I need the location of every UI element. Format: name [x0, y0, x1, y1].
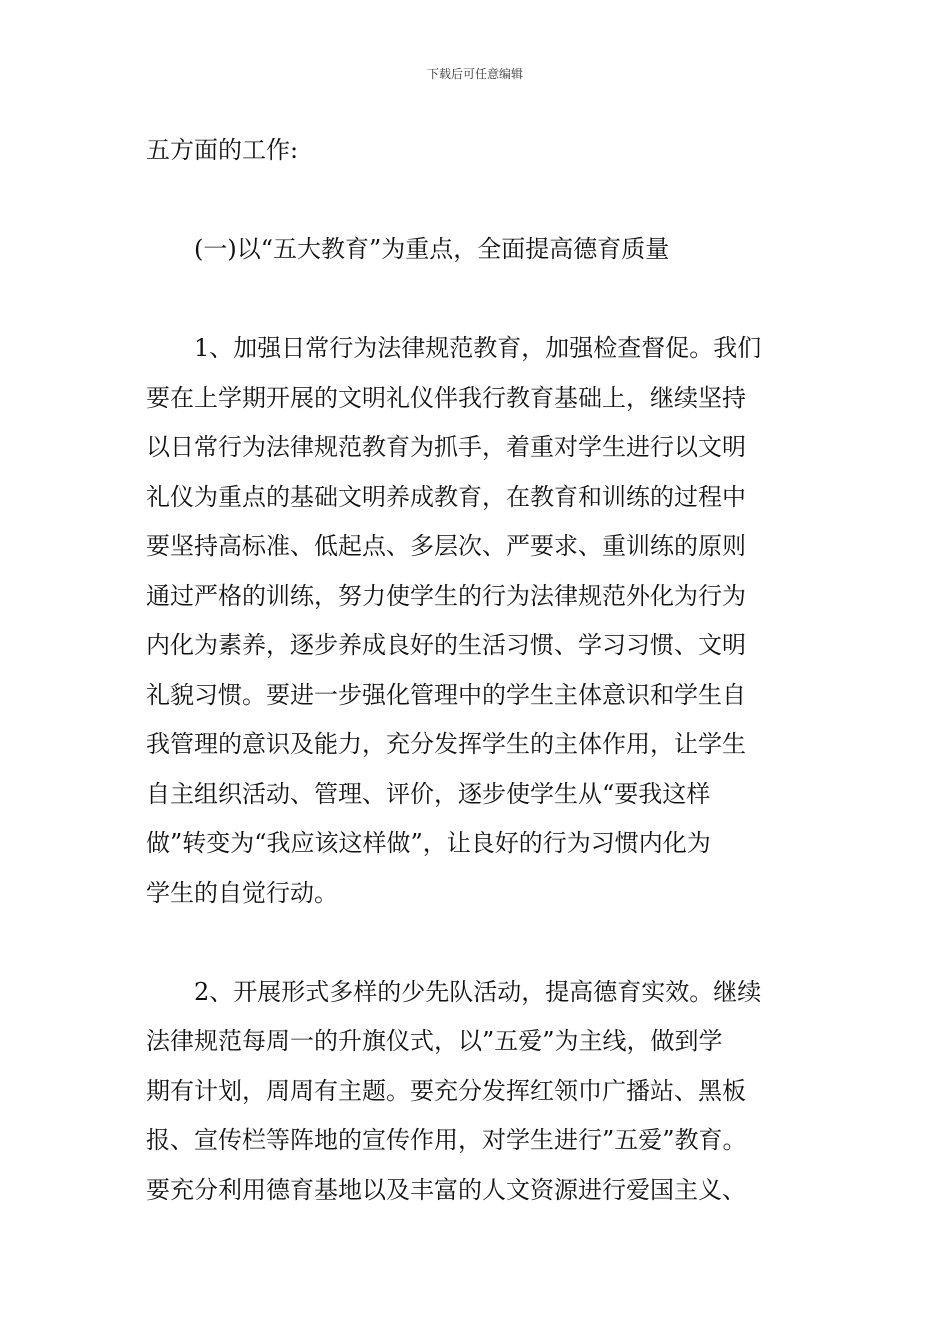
paragraph-1-line: 做”转变为“我应该这样做”，让良好的行为习惯内化为	[146, 829, 711, 857]
paragraph-1-line: 要在上学期开展的文明礼仪伴我行教育基础上，继续坚持	[146, 383, 746, 412]
paragraph-2-line: 报、宣传栏等阵地的宣传作用，对学生进行”五爱”教育。	[146, 1126, 747, 1154]
document-body	[146, 126, 818, 1215]
intro-line: 五方面的工作:	[146, 136, 299, 164]
paragraph-2-line: 2、开展形式多样的少先队活动，提高德育实效。继续	[194, 977, 762, 1006]
paragraph-gap	[146, 176, 818, 226]
paragraph-1	[146, 324, 818, 918]
paragraph-gap	[146, 918, 818, 968]
paragraph-1-line: 礼仪为重点的基础文明养成教育，在教育和训练的过程中	[146, 482, 746, 511]
paragraph-1-line: 自主组织活动、管理、评价，逐步使学生从“要我这样	[146, 779, 711, 808]
paragraph-1-line: 以日常行为法律规范教育为抓手，着重对学生进行以文明	[146, 433, 746, 461]
header-note: 下载后可任意编辑	[426, 67, 523, 81]
paragraph-2-line: 法律规范每周一的升旗仪式，以”五爱”为主线，做到学	[146, 1027, 723, 1055]
paragraph-1-line: 要坚持高标准、低起点、多层次、严要求、重训练的原则	[146, 532, 746, 560]
paragraph-1-line: 礼貌习惯。要进一步强化管理中的学生主体意识和学生自	[146, 680, 746, 709]
paragraph-1-line: 学生的自觉行动。	[146, 878, 338, 907]
paragraph-2-line: 要充分利用德育基地以及丰富的人文资源进行爱国主义、	[146, 1175, 746, 1204]
paragraph-1-line: 内化为素养，逐步养成良好的生活习惯、学习习惯、文明	[146, 631, 746, 659]
paragraph-1-line: 1、加强日常行为法律规范教育，加强检查督促。我们	[194, 334, 762, 362]
section-heading: (一)以“五大教育”为重点，全面提高德育质量	[194, 235, 670, 263]
paragraph-1-line: 我管理的意识及能力，充分发挥学生的主体作用，让学生	[146, 730, 746, 758]
paragraph-gap	[146, 275, 818, 325]
paragraph-1-line: 通过严格的训练，努力使学生的行为法律规范外化为行为	[146, 581, 746, 610]
paragraph-2-line: 期有计划，周周有主题。要充分发挥红领巾广播站、黑板	[146, 1076, 746, 1105]
paragraph-2	[146, 968, 818, 1216]
